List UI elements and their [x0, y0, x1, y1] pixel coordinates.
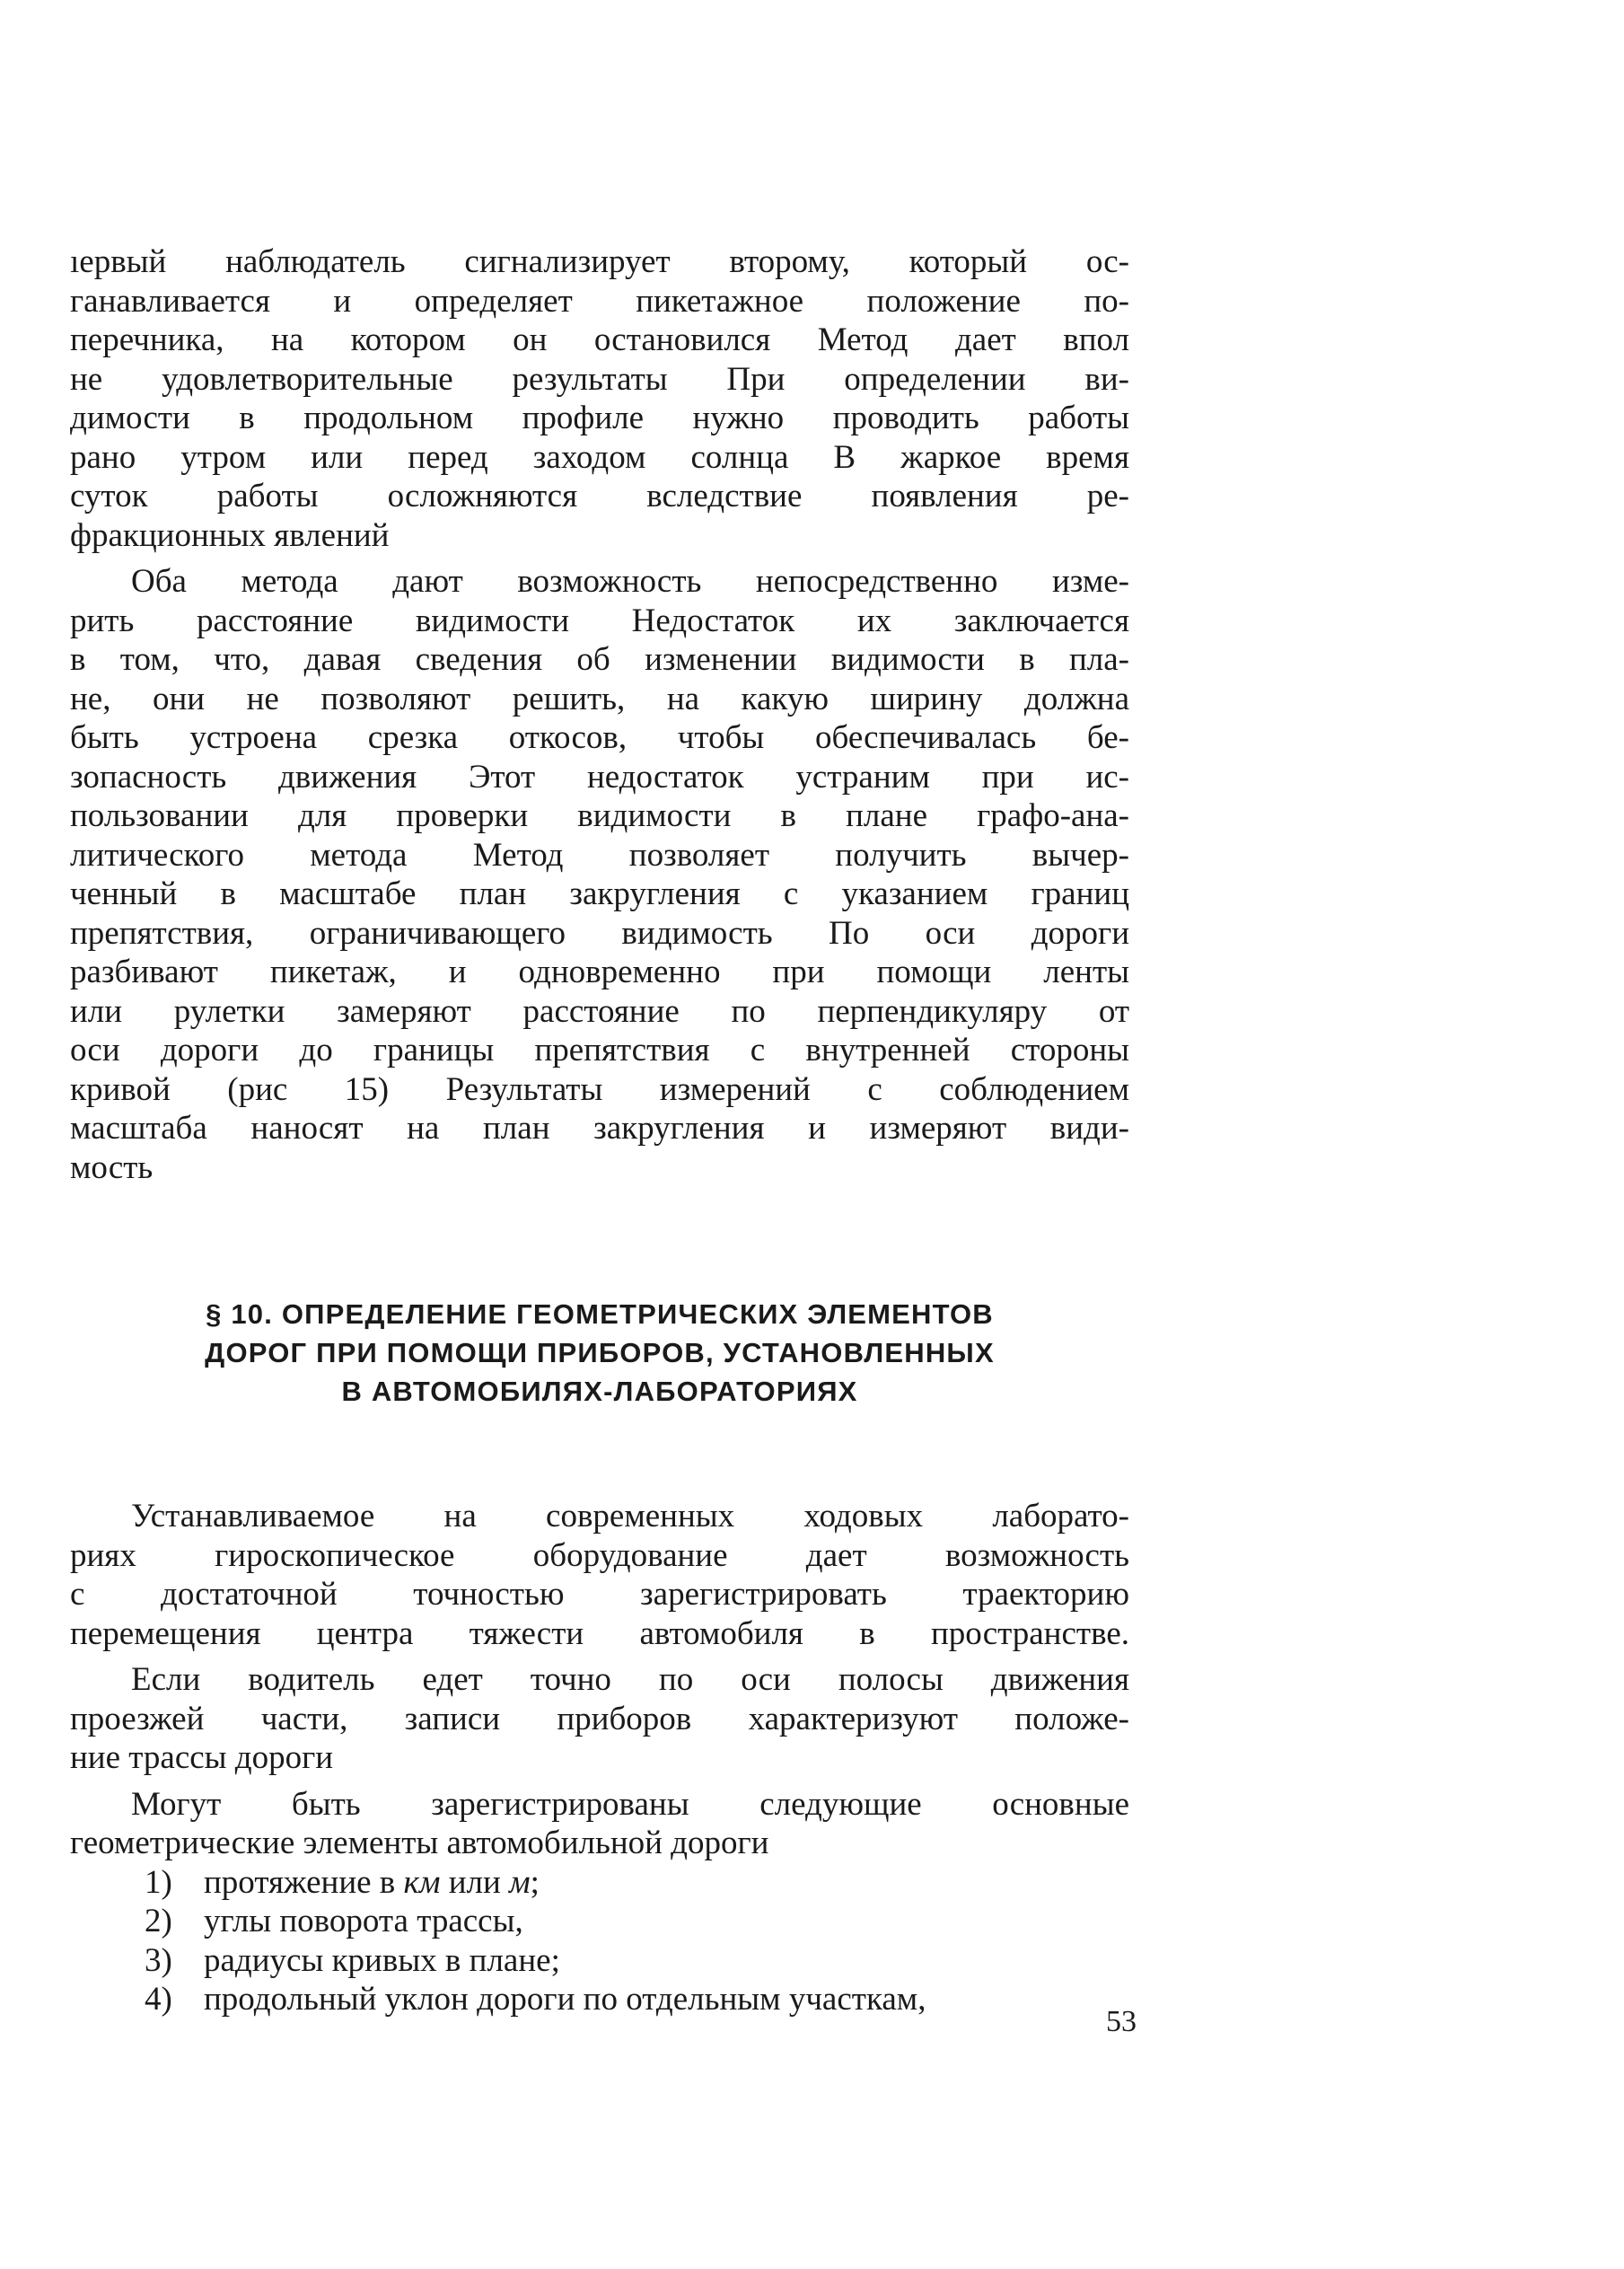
text-line: ıервый наблюдатель сигнализирует второму, который ос-	[70, 243, 1129, 280]
paragraph-2	[70, 562, 1129, 1187]
list-number: 4)	[145, 1981, 172, 2018]
geometric-elements-list	[70, 1863, 1129, 2019]
text-line: литического метода Метод позволяет получить вычер-	[70, 836, 1129, 874]
text-line: суток работы осложняются вследствие появления ре-	[70, 478, 1129, 514]
text-line: Устанавливаемое на современных ходовых лаборато-	[131, 1498, 1129, 1535]
text-line: рить расстояние видимости Недостаток их заключается	[70, 602, 1129, 639]
page-number: 53	[1106, 2005, 1137, 2038]
text-line: кривой (рис 15) Результаты измерений с соблюдением	[70, 1070, 1129, 1108]
list-text: углы поворота трассы,	[204, 1903, 523, 1939]
unit-m: м	[509, 1863, 531, 1901]
text-line: Оба метода дают возможность непосредственно изме-	[131, 563, 1129, 600]
heading-line: ДОРОГ ПРИ ПОМОЩИ ПРИБОРОВ, УСТАНОВЛЕННЫХ	[205, 1337, 995, 1368]
text-line: в том, что, давая сведения об изменении видимости в пла-	[70, 641, 1129, 678]
text-line: ганавливается и определяет пикетажное положение по-	[70, 282, 1129, 320]
text-line: Могут быть зарегистрированы следующие основные	[131, 1785, 1129, 1823]
section-heading	[70, 1295, 1129, 1411]
list-text-part: протяжение в	[204, 1863, 404, 1901]
text-line: ченный в масштабе план закругления с указанием границ	[70, 875, 1129, 912]
list-text	[204, 1863, 540, 1903]
text-line: проезжей части, записи приборов характеризуют положе-	[70, 1700, 1129, 1737]
text-line: ние трассы дороги	[70, 1739, 334, 1776]
text-line: не удовлетворительные результаты При определении ви-	[70, 360, 1129, 398]
text-line: зопасность движения Этот недостаток устраним при ис-	[70, 758, 1129, 796]
paragraph-5	[70, 1785, 1129, 1863]
heading-line: § 10. ОПРЕДЕЛЕНИЕ ГЕОМЕТРИЧЕСКИХ ЭЛЕМЕНТОВ	[206, 1298, 994, 1330]
list-item	[70, 1941, 1129, 1981]
list-number: 3)	[145, 1941, 172, 1979]
text-line: перечника, на котором он остановился Метод дает впол	[70, 321, 1129, 358]
paragraph-1	[70, 242, 1129, 555]
text-line: масштаба наносят на план закругления и измеряют види-	[70, 1110, 1129, 1147]
text-line: быть устроена срезка откосов, чтобы обеспечивалась бе-	[70, 719, 1129, 756]
list-item	[70, 1863, 1129, 1903]
text-line: не, они не позволяют решить, на какую ширину должна	[70, 680, 1129, 717]
text-line: препятствия, ограничивающего видимость По оси дороги	[70, 914, 1129, 952]
text-line: Если водитель едет точно по оси полосы движения	[131, 1661, 1129, 1698]
text-line: рано утром или перед заходом солнца В жаркое время	[70, 438, 1129, 476]
list-text-part: ;	[530, 1863, 540, 1901]
text-line: геометрические элементы автомобильной дороги	[70, 1825, 769, 1861]
text-line: мость	[70, 1148, 154, 1186]
list-text: продольный уклон дороги по отдельным участкам,	[204, 1981, 926, 2018]
text-line: оси дороги до границы препятствия с внутренней стороны	[70, 1032, 1129, 1069]
text-line: перемещения центра тяжести автомобиля в пространстве.	[70, 1614, 1129, 1652]
paragraph-3	[70, 1497, 1129, 1653]
unit-km: км	[403, 1863, 441, 1901]
page-content	[70, 242, 1129, 2019]
list-text-part: или	[440, 1863, 510, 1901]
text-line: или рулетки замеряют расстояние по перпендикуляру от	[70, 992, 1129, 1030]
text-line: пользовании для проверки видимости в плане графо-ана-	[70, 797, 1129, 834]
text-line: фракционных явлений	[70, 516, 390, 554]
paragraph-4	[70, 1660, 1129, 1778]
text-line: димости в продольном профиле нужно проводить работы	[70, 400, 1129, 436]
list-item	[70, 1902, 1129, 1941]
text-line: риях гироскопическое оборудование дает возможность	[70, 1536, 1129, 1574]
heading-line: В АВТОМОБИЛЯХ-ЛАБОРАТОРИЯХ	[341, 1376, 858, 1407]
list-number: 1)	[145, 1863, 172, 1901]
text-line: разбивают пикетаж, и одновременно при помощи ленты	[70, 954, 1129, 990]
list-item	[70, 1980, 1129, 2019]
text-line: с достаточной точностью зарегистрировать траекторию	[70, 1576, 1129, 1613]
list-text: радиусы кривых в плане;	[204, 1941, 560, 1979]
list-number: 2)	[145, 1903, 172, 1939]
